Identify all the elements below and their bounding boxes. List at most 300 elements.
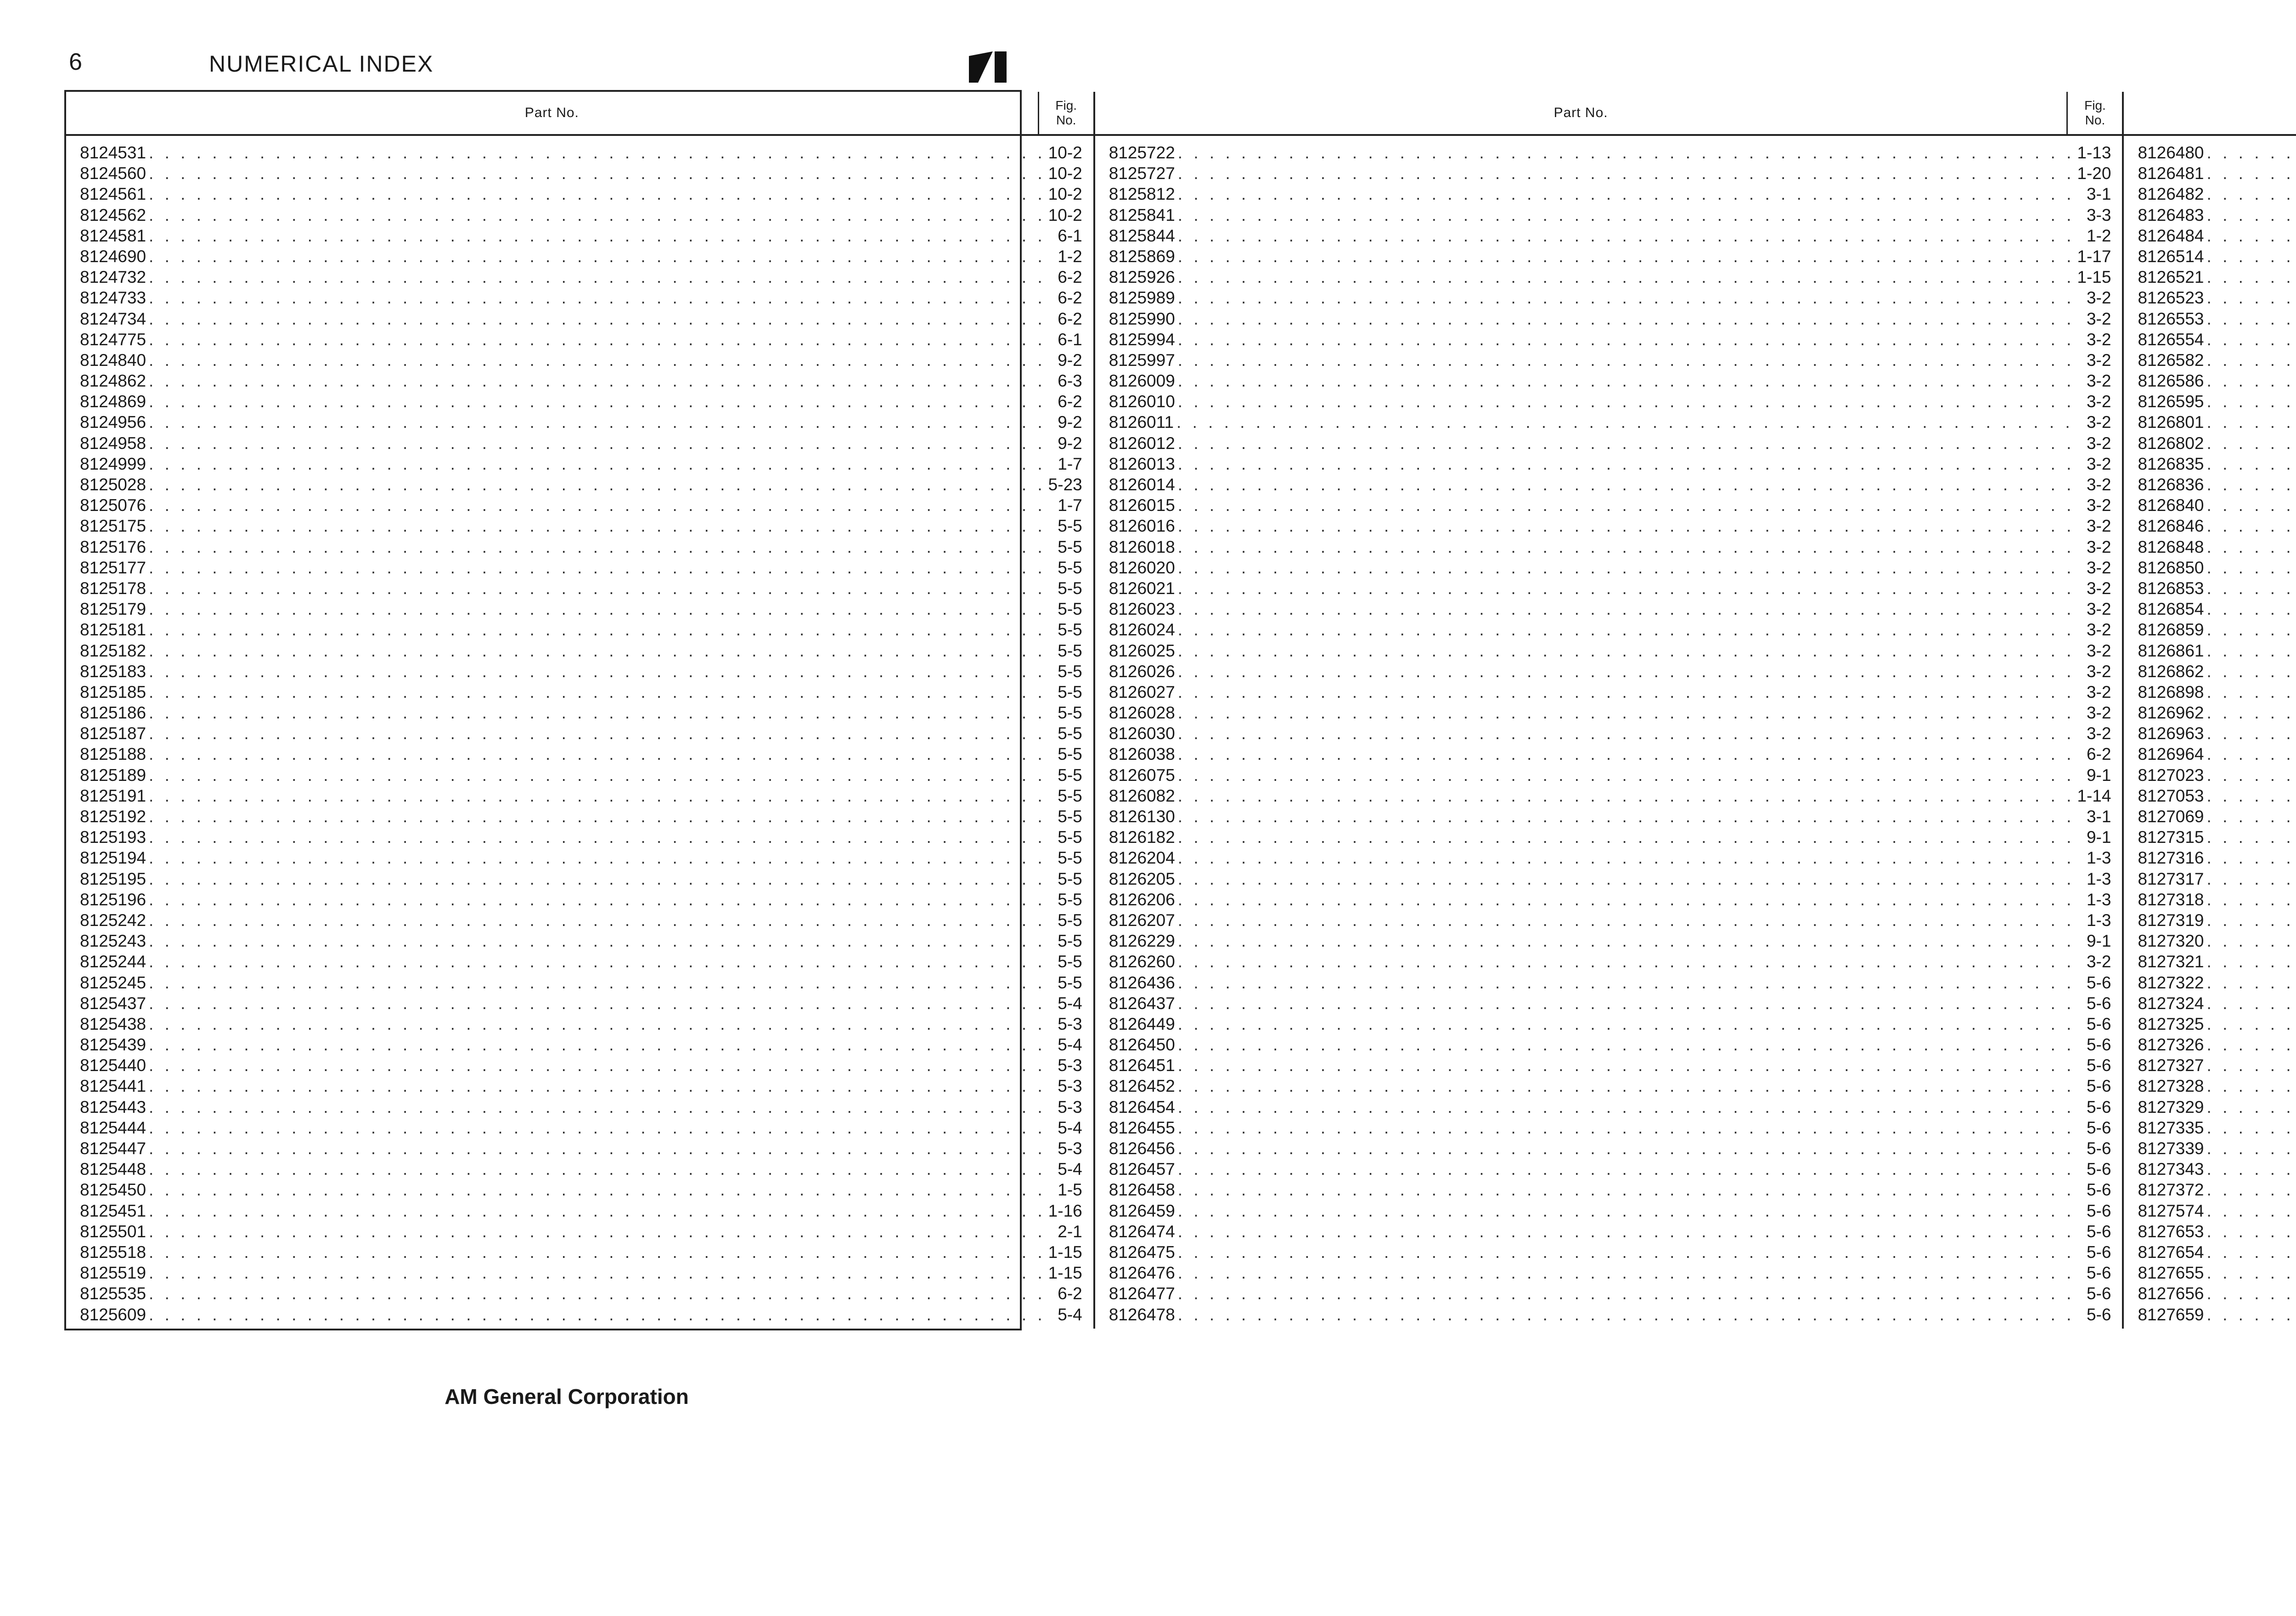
dot-leader (2207, 475, 2296, 494)
dot-leader (149, 558, 1052, 578)
figure-number: 1-3 (2086, 890, 2111, 909)
index-row (1109, 413, 2111, 433)
dot-leader (1178, 911, 2081, 930)
index-row (2138, 371, 2296, 392)
part-number: 8126478 (1109, 1305, 1175, 1324)
dot-leader (2207, 911, 2296, 930)
index-row (80, 952, 1082, 973)
part-number: 8125181 (80, 620, 146, 640)
index-row (80, 973, 1082, 994)
part-number: 8125441 (80, 1077, 146, 1096)
dot-leader (2207, 807, 2296, 826)
figure-number: 5-5 (1058, 848, 1082, 868)
dot-leader (149, 351, 1052, 370)
part-number: 8125451 (80, 1201, 146, 1220)
part-number: 8126850 (2138, 558, 2204, 577)
part-number: 8124581 (80, 226, 146, 245)
dot-leader (2207, 703, 2296, 723)
index-row (2138, 641, 2296, 662)
index-row (2138, 1139, 2296, 1160)
index-row (1109, 392, 2111, 413)
index-row (80, 1222, 1082, 1243)
numerical-index-table (64, 90, 2204, 1330)
figure-number: 3-2 (2086, 288, 2111, 308)
dot-leader (149, 931, 1052, 951)
index-column (2124, 92, 2296, 1329)
dot-leader (2207, 538, 2296, 557)
index-row (1109, 330, 2111, 351)
figure-number: 5-6 (2086, 1305, 2111, 1324)
dot-leader (149, 786, 1052, 806)
figure-number: 3-2 (2086, 620, 2111, 640)
dot-leader (149, 226, 1052, 246)
part-number: 8127324 (2138, 993, 2204, 1013)
dot-leader (1178, 1035, 2081, 1055)
part-number: 8127318 (2138, 890, 2204, 909)
figure-number: 1-3 (2086, 910, 2111, 930)
dot-leader (1178, 931, 2081, 951)
part-number: 8124732 (80, 268, 146, 287)
figure-number: 5-3 (1058, 1139, 1082, 1158)
index-row (1109, 1222, 2111, 1243)
figure-number: 5-6 (2086, 1097, 2111, 1117)
dot-leader (1178, 351, 2081, 370)
figure-number: 6-1 (1058, 330, 1082, 349)
index-row (80, 1243, 1082, 1263)
dot-leader (149, 600, 1052, 619)
figure-number: 5-6 (2086, 973, 2111, 992)
part-number: 8125439 (80, 1035, 146, 1055)
column-header (2124, 92, 2296, 136)
figure-number: 5-5 (1058, 807, 1082, 826)
index-row (2138, 745, 2296, 765)
part-number: 8126853 (2138, 578, 2204, 598)
dot-leader (1178, 890, 2081, 909)
index-row (80, 1077, 1082, 1097)
dot-leader (2207, 600, 2296, 619)
part-number: 8126025 (1109, 641, 1175, 660)
part-number: 8125997 (1109, 350, 1175, 370)
part-number: 8127328 (2138, 1077, 2204, 1096)
part-number: 8126962 (2138, 703, 2204, 723)
dot-leader (1178, 516, 2081, 536)
figure-number: 6-2 (1058, 288, 1082, 308)
figure-number: 5-6 (2086, 1222, 2111, 1241)
part-number: 8125535 (80, 1284, 146, 1303)
index-row (1109, 475, 2111, 496)
part-number: 8125869 (1109, 247, 1175, 266)
figure-number: 5-6 (2086, 1056, 2111, 1075)
part-number: 8127315 (2138, 828, 2204, 847)
index-row (80, 600, 1082, 620)
dot-leader (149, 206, 1046, 225)
figure-number: 1-3 (2086, 848, 2111, 868)
index-row (80, 1284, 1082, 1305)
figure-number: 3-2 (2086, 641, 2111, 660)
figure-number: 5-6 (2086, 1180, 2111, 1200)
part-number: 8125609 (80, 1305, 146, 1324)
part-number: 8125242 (80, 910, 146, 930)
figure-number: 5-5 (1058, 724, 1082, 743)
part-number: 8126023 (1109, 600, 1175, 619)
dot-leader (149, 392, 1052, 411)
index-row (2138, 475, 2296, 496)
index-row (2138, 496, 2296, 516)
index-row (2138, 1015, 2296, 1035)
dot-leader (2207, 848, 2296, 868)
figure-number: 6-1 (1058, 226, 1082, 245)
part-number: 8126554 (2138, 330, 2204, 349)
part-number: 8125193 (80, 828, 146, 847)
index-row (2138, 662, 2296, 683)
index-row (80, 1160, 1082, 1180)
figure-number: 5-6 (2086, 1139, 2111, 1158)
figure-number: 1-5 (1058, 1180, 1082, 1200)
dot-leader (149, 994, 1052, 1013)
part-number: 8124690 (80, 247, 146, 266)
part-number: 8125450 (80, 1180, 146, 1200)
index-row (1109, 1201, 2111, 1222)
dot-leader (2207, 309, 2296, 329)
index-row (1109, 703, 2111, 724)
dot-leader (2207, 662, 2296, 681)
figure-number: 3-2 (2086, 454, 2111, 473)
dot-leader (1178, 683, 2081, 702)
index-row (1109, 516, 2111, 537)
part-number: 8126015 (1109, 496, 1175, 515)
index-row (2138, 434, 2296, 454)
part-number: 8125990 (1109, 309, 1175, 328)
index-row (1109, 206, 2111, 226)
part-number: 8125178 (80, 578, 146, 598)
dot-leader (2207, 1284, 2296, 1303)
part-number: 8126024 (1109, 620, 1175, 640)
part-no-header: Part No. (1553, 105, 1608, 120)
part-number: 8125176 (80, 537, 146, 556)
index-row (80, 1056, 1082, 1077)
part-number: 8124862 (80, 371, 146, 391)
figure-number: 5-5 (1058, 765, 1082, 785)
dot-leader (2207, 641, 2296, 661)
part-number: 8125926 (1109, 268, 1175, 287)
part-number: 8126595 (2138, 392, 2204, 411)
dot-leader (2207, 1056, 2296, 1075)
index-row (1109, 724, 2111, 745)
part-number: 8126456 (1109, 1139, 1175, 1158)
figure-number: 3-2 (2086, 952, 2111, 971)
part-number: 8127321 (2138, 952, 2204, 971)
dot-leader (1178, 994, 2081, 1013)
part-number: 8126481 (2138, 164, 2204, 183)
dot-leader (149, 247, 1052, 266)
index-row (80, 890, 1082, 911)
index-row (2138, 309, 2296, 330)
index-row (2138, 828, 2296, 848)
index-row (80, 620, 1082, 641)
part-number: 8126484 (2138, 226, 2204, 245)
dot-leader (1176, 413, 2081, 432)
index-row (1109, 496, 2111, 516)
dot-leader (1178, 538, 2081, 557)
part-number: 8124531 (80, 143, 146, 162)
part-number: 8126523 (2138, 288, 2204, 308)
footer-company (0, 1384, 1161, 1409)
index-row (1109, 1305, 2111, 1326)
index-row (2138, 683, 2296, 703)
figure-number: 3-2 (2086, 703, 2111, 723)
dot-leader (149, 164, 1046, 183)
part-number: 8126859 (2138, 620, 2204, 640)
part-number: 8126182 (1109, 828, 1175, 847)
figure-number: 3-2 (2086, 433, 2111, 453)
index-row (2138, 538, 2296, 558)
part-number: 8125437 (80, 993, 146, 1013)
dot-leader (149, 185, 1046, 204)
figure-number: 5-5 (1058, 745, 1082, 764)
dot-leader (149, 1263, 1046, 1283)
figure-number: 6-2 (1058, 392, 1082, 411)
figure-number: 1-13 (2077, 143, 2111, 162)
figure-number: 10-2 (1048, 143, 1082, 162)
dot-leader (1178, 1222, 2081, 1241)
figure-number: 1-7 (1058, 454, 1082, 473)
index-row (2138, 766, 2296, 786)
dot-leader (1178, 143, 2075, 163)
part-number: 8125501 (80, 1222, 146, 1241)
dot-leader (149, 371, 1052, 391)
figure-number: 5-6 (2086, 993, 2111, 1013)
part-number: 8124840 (80, 350, 146, 370)
part-number: 8126130 (1109, 807, 1175, 826)
figure-number: 3-2 (2086, 496, 2111, 515)
figure-number: 5-5 (1058, 931, 1082, 951)
figure-number: 3-2 (2086, 537, 2111, 556)
index-row (1109, 952, 2111, 973)
figure-number: 3-2 (2086, 516, 2111, 536)
index-row (2138, 1180, 2296, 1201)
column-header (66, 92, 1093, 136)
part-no-header: Part No. (524, 105, 579, 120)
part-number: 8126205 (1109, 869, 1175, 888)
dot-leader (149, 620, 1052, 640)
index-row (80, 185, 1082, 205)
dot-leader (149, 870, 1052, 889)
index-row (2138, 911, 2296, 931)
part-number: 8125076 (80, 496, 146, 515)
part-number: 8126846 (2138, 516, 2204, 536)
dot-leader (2207, 1077, 2296, 1096)
dot-leader (149, 1222, 1052, 1241)
part-number: 8127372 (2138, 1180, 2204, 1200)
index-row (2138, 600, 2296, 620)
figure-number: 10-2 (1048, 185, 1082, 204)
page-title: NUMERICAL INDEX (209, 51, 434, 77)
index-row (2138, 931, 2296, 952)
dot-leader (149, 268, 1052, 287)
dot-leader (2207, 973, 2296, 993)
index-row (2138, 952, 2296, 973)
part-number: 8126028 (1109, 703, 1175, 723)
part-number: 8126204 (1109, 848, 1175, 868)
dot-leader (1178, 1015, 2081, 1034)
index-row (80, 247, 1082, 268)
part-number: 8126038 (1109, 745, 1175, 764)
index-row (2138, 413, 2296, 433)
index-row (1109, 371, 2111, 392)
dot-leader (149, 475, 1046, 494)
dot-leader (1178, 724, 2081, 743)
index-row (2138, 1098, 2296, 1118)
part-number: 8126854 (2138, 600, 2204, 619)
figure-number: 5-3 (1058, 1077, 1082, 1096)
part-number: 8125994 (1109, 330, 1175, 349)
dot-leader (2207, 185, 2296, 204)
index-row (2138, 288, 2296, 309)
dot-leader (149, 1118, 1052, 1138)
dot-leader (2207, 683, 2296, 702)
index-row (80, 724, 1082, 745)
index-row (1109, 268, 2111, 288)
index-row (1109, 1098, 2111, 1118)
part-number: 8126582 (2138, 350, 2204, 370)
index-row (80, 1305, 1082, 1326)
dot-leader (1178, 1201, 2081, 1221)
index-row (1109, 454, 2111, 475)
figure-number: 5-23 (1048, 475, 1082, 494)
figure-number: 5-6 (2086, 1077, 2111, 1096)
index-row (80, 392, 1082, 413)
dot-leader (2207, 870, 2296, 889)
dot-leader (2207, 1263, 2296, 1283)
index-row (80, 1139, 1082, 1160)
index-row (1109, 870, 2111, 890)
column-body (66, 136, 1093, 1326)
part-number: 8126027 (1109, 682, 1175, 701)
dot-leader (149, 703, 1052, 723)
index-row (1109, 1118, 2111, 1139)
index-row (1109, 538, 2111, 558)
part-number: 8126477 (1109, 1284, 1175, 1303)
part-number: 8124561 (80, 185, 146, 204)
column-header (1095, 92, 2122, 136)
part-number: 8127326 (2138, 1035, 2204, 1055)
part-number: 8126474 (1109, 1222, 1175, 1241)
dot-leader (1178, 475, 2081, 494)
part-number: 8125183 (80, 662, 146, 681)
index-row (2138, 185, 2296, 205)
figure-number: 3-2 (2086, 724, 2111, 743)
dot-leader (2207, 434, 2296, 453)
index-row (2138, 786, 2296, 807)
dot-leader (1178, 1077, 2081, 1096)
dot-leader (149, 807, 1052, 826)
part-number: 8125444 (80, 1118, 146, 1137)
figure-number: 5-4 (1058, 1118, 1082, 1137)
part-number: 8126586 (2138, 371, 2204, 391)
dot-leader (2207, 226, 2296, 246)
figure-number: 6-3 (1058, 371, 1082, 391)
part-number: 8125177 (80, 558, 146, 577)
part-number: 8126010 (1109, 392, 1175, 411)
figure-number: 5-5 (1058, 537, 1082, 556)
part-number: 8126012 (1109, 433, 1175, 453)
part-number: 8126861 (2138, 641, 2204, 660)
dot-leader (1178, 454, 2081, 474)
index-row (2138, 351, 2296, 371)
index-row (2138, 1201, 2296, 1222)
index-row (2138, 454, 2296, 475)
index-row (1109, 973, 2111, 994)
index-row (80, 558, 1082, 579)
figure-number: 1-3 (2086, 869, 2111, 888)
dot-leader (149, 952, 1052, 971)
index-row (2138, 1305, 2296, 1326)
part-number: 8126449 (1109, 1014, 1175, 1033)
part-number: 8127659 (2138, 1305, 2204, 1324)
part-number: 8126848 (2138, 537, 2204, 556)
figure-number: 5-5 (1058, 641, 1082, 660)
index-row (2138, 579, 2296, 600)
part-number: 8124958 (80, 433, 146, 453)
figure-number: 1-15 (2077, 268, 2111, 287)
index-row (1109, 683, 2111, 703)
part-number: 8124562 (80, 205, 146, 224)
index-row (2138, 890, 2296, 911)
dot-leader (2207, 890, 2296, 909)
part-number: 8125179 (80, 600, 146, 619)
dot-leader (2207, 1180, 2296, 1200)
figure-number: 5-6 (2086, 1118, 2111, 1137)
dot-leader (2207, 994, 2296, 1013)
index-row (80, 288, 1082, 309)
dot-leader (149, 1015, 1052, 1034)
index-row (80, 454, 1082, 475)
figure-number: 3-2 (2086, 600, 2111, 619)
dot-leader (2207, 413, 2296, 432)
index-row (2138, 870, 2296, 890)
index-row (80, 662, 1082, 683)
dot-leader (1178, 434, 2081, 453)
figure-number: 6-2 (2086, 745, 2111, 764)
part-number: 8126483 (2138, 205, 2204, 224)
figure-number: 6-2 (1058, 1284, 1082, 1303)
part-number: 8125182 (80, 641, 146, 660)
part-number: 8125243 (80, 931, 146, 951)
part-number: 8126026 (1109, 662, 1175, 681)
part-number: 8126014 (1109, 475, 1175, 494)
part-number: 8126457 (1109, 1160, 1175, 1179)
index-row (80, 745, 1082, 765)
dot-leader (1178, 185, 2081, 204)
figure-number: 5-6 (2086, 1242, 2111, 1262)
part-number: 8125191 (80, 786, 146, 805)
dot-leader (1178, 1263, 2081, 1283)
figure-number: 1-2 (1058, 247, 1082, 266)
figure-number: 3-2 (2086, 330, 2111, 349)
part-number: 8125447 (80, 1139, 146, 1158)
dot-leader (1178, 1243, 2081, 1262)
part-number: 8127069 (2138, 807, 2204, 826)
part-number: 8126437 (1109, 993, 1175, 1013)
figure-number: 1-7 (1058, 496, 1082, 515)
figure-number: 3-2 (2086, 662, 2111, 681)
part-number: 8126802 (2138, 433, 2204, 453)
dot-leader (2207, 766, 2296, 785)
index-row (80, 1180, 1082, 1201)
fig-header-line1: Fig. (2084, 98, 2106, 112)
part-number: 8125175 (80, 516, 146, 536)
part-number: 8126082 (1109, 786, 1175, 805)
